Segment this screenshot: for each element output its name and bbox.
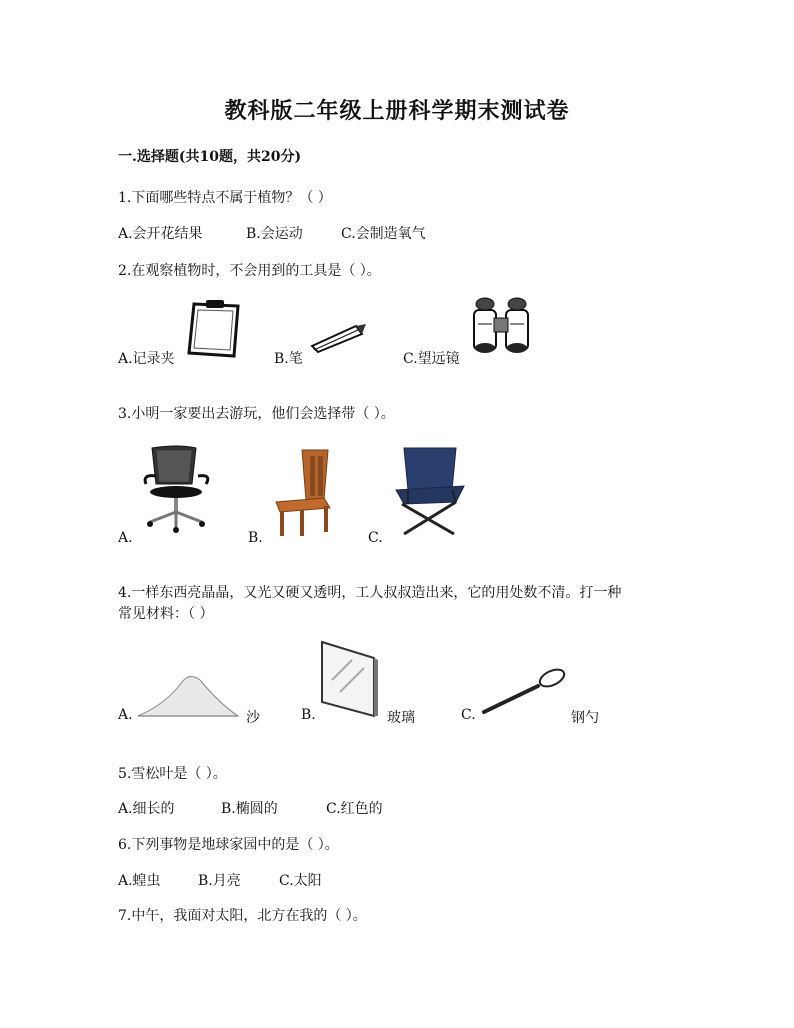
q2-option-c[interactable]: C.望远镜 [403, 351, 460, 367]
q6-option-c[interactable]: C.太阳 [279, 873, 322, 889]
spoon-icon [478, 666, 568, 720]
q3-option-c[interactable]: C. [368, 530, 383, 546]
q5-option-b[interactable]: B.椭圆的 [221, 801, 278, 817]
q4-label-glass: 玻璃 [387, 710, 415, 726]
q4-label-sand: 沙 [246, 710, 260, 726]
q3-option-b[interactable]: B. [248, 530, 263, 546]
question-4-line-1: 4.一样东西亮晶晶，又光又硬又透明，工人叔叔造出来，它的用处数不清。打一种 [118, 585, 622, 601]
q1-option-c[interactable]: C.会制造氧气 [341, 226, 426, 242]
question-4-line-2: 常见材料：（ ） [118, 606, 214, 622]
question-3: 3.小明一家要出去游玩，他们会选择带（ ）。 [118, 406, 395, 422]
office-chair-icon [142, 444, 214, 532]
q4-option-a[interactable]: A. [118, 707, 133, 723]
page-title: 教科版二年级上册科学期末测试卷 [224, 98, 570, 124]
section-heading: 一.选择题(共10题，共20分) [118, 149, 302, 165]
wooden-chair-icon [272, 446, 334, 538]
q2-option-b[interactable]: B.笔 [274, 351, 303, 367]
folding-chair-icon [394, 444, 466, 536]
q3-option-a[interactable]: A. [118, 530, 133, 546]
q1-option-a[interactable]: A.会开花结果 [118, 226, 203, 242]
q5-option-c[interactable]: C.红色的 [326, 801, 383, 817]
q4-option-b[interactable]: B. [301, 707, 316, 723]
q6-option-b[interactable]: B.月亮 [198, 873, 241, 889]
q2-option-a[interactable]: A.记录夹 [118, 351, 175, 367]
q4-label-spoon: 钢勺 [571, 710, 599, 726]
question-6: 6.下列事物是地球家园中的是（ ）。 [118, 837, 339, 853]
q4-option-c[interactable]: C. [461, 707, 476, 723]
binoculars-icon [470, 296, 532, 356]
question-5: 5.雪松叶是（ ）。 [118, 766, 227, 782]
question-2: 2.在观察植物时，不会用到的工具是（ ）。 [118, 263, 381, 279]
question-1: 1.下面哪些特点不属于植物？（ ） [118, 190, 332, 206]
sand-pile-icon [136, 668, 240, 722]
question-7: 7.中午，我面对太阳，北方在我的（ ）。 [118, 908, 367, 924]
q5-option-a[interactable]: A.细长的 [118, 801, 175, 817]
glass-pane-icon [318, 640, 382, 718]
clipboard-icon [186, 298, 242, 358]
q1-option-b[interactable]: B.会运动 [246, 226, 303, 242]
q6-option-a[interactable]: A.蝗虫 [118, 873, 161, 889]
pencil-icon [308, 320, 368, 352]
